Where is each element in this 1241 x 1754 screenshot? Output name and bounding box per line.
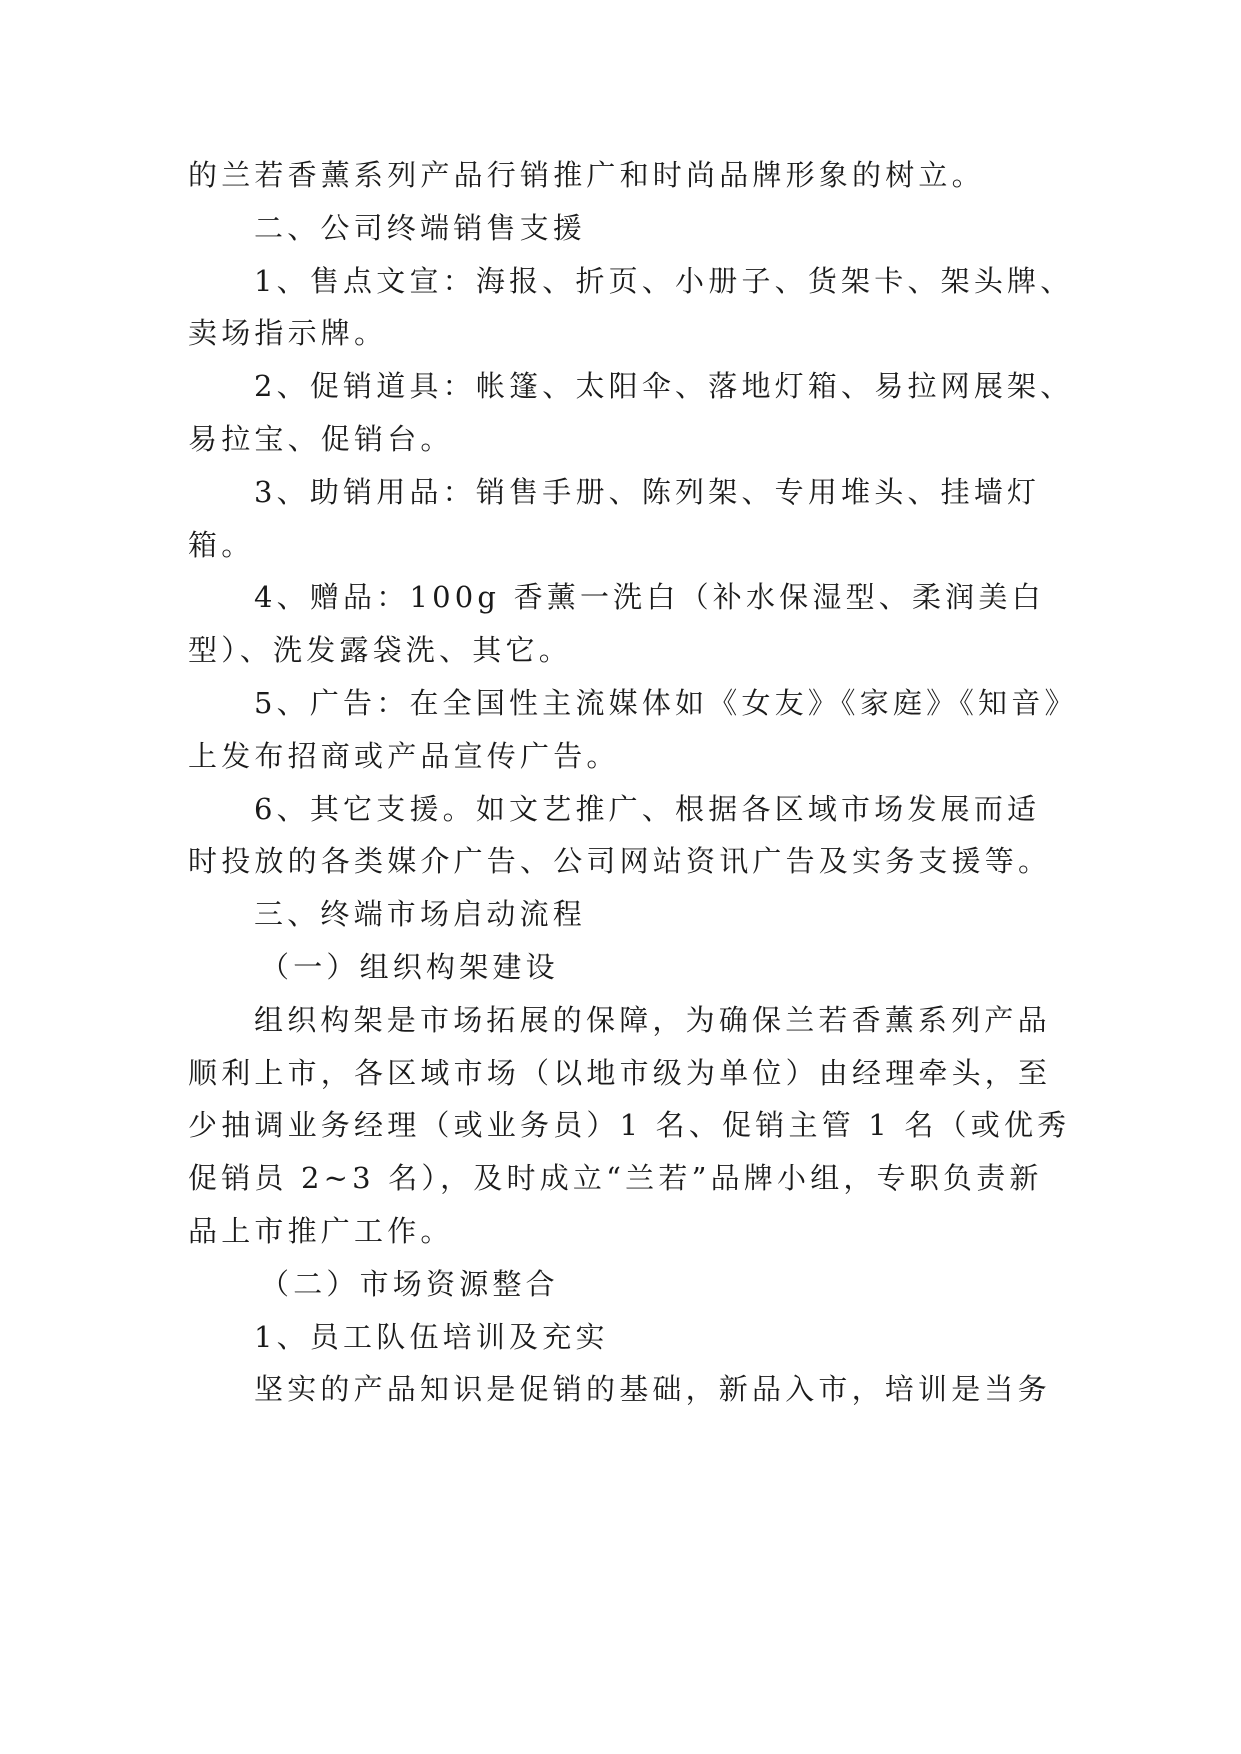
text-line: 4、赠品：100g 香薰一洗白（补水保湿型、柔润美白 xyxy=(254,580,1045,614)
text-line: 组织构架是市场拓展的保障，为确保兰若香薰系列产品 xyxy=(254,1003,1051,1037)
text-line: 卖场指示牌。 xyxy=(188,316,388,350)
text-line: 少抽调业务经理（或业务员）1 名、促销主管 1 名（或优秀 xyxy=(188,1108,1071,1142)
text-line: 促销员 2~3 名），及时成立“兰若”品牌小组，专职负责新 xyxy=(188,1161,1043,1195)
section-heading: 三、终端市场启动流程 xyxy=(254,897,587,931)
text-line: 的兰若香薰系列产品行销推广和时尚品牌形象的树立。 xyxy=(188,158,985,192)
section-heading: 二、公司终端销售支援 xyxy=(254,211,587,245)
text-line: 5、广告：在全国性主流媒体如《女友》《家庭》《知音》 xyxy=(254,686,1078,720)
text-line: 2、促销道具：帐篷、太阳伞、落地灯箱、易拉网展架、 xyxy=(254,369,1074,403)
text-line: 易拉宝、促销台。 xyxy=(188,422,454,456)
text-line: 1、售点文宣：海报、折页、小册子、货架卡、架头牌、 xyxy=(254,264,1074,298)
text-line: 型）、洗发露袋洗、其它。 xyxy=(188,633,572,667)
text-line: 上发布招商或产品宣传广告。 xyxy=(188,739,620,773)
text-line: 1、员工队伍培训及充实 xyxy=(254,1320,609,1354)
text-line: 时投放的各类媒介广告、公司网站资讯广告及实务支援等。 xyxy=(188,844,1052,878)
text-line: 顺利上市，各区域市场（以地市级为单位）由经理牵头，至 xyxy=(188,1056,1052,1090)
text-line: 3、助销用品：销售手册、陈列架、专用堆头、挂墙灯 xyxy=(254,475,1041,509)
subsection-heading: （一）组织构架建设 xyxy=(260,950,559,984)
text-line: 品上市推广工作。 xyxy=(188,1214,454,1248)
text-line: 坚实的产品知识是促销的基础，新品入市，培训是当务 xyxy=(254,1372,1051,1406)
text-line: 箱。 xyxy=(188,528,255,562)
subsection-heading: （二）市场资源整合 xyxy=(260,1267,559,1301)
text-line: 6、其它支援。如文艺推广、根据各区域市场发展而适 xyxy=(254,792,1041,826)
